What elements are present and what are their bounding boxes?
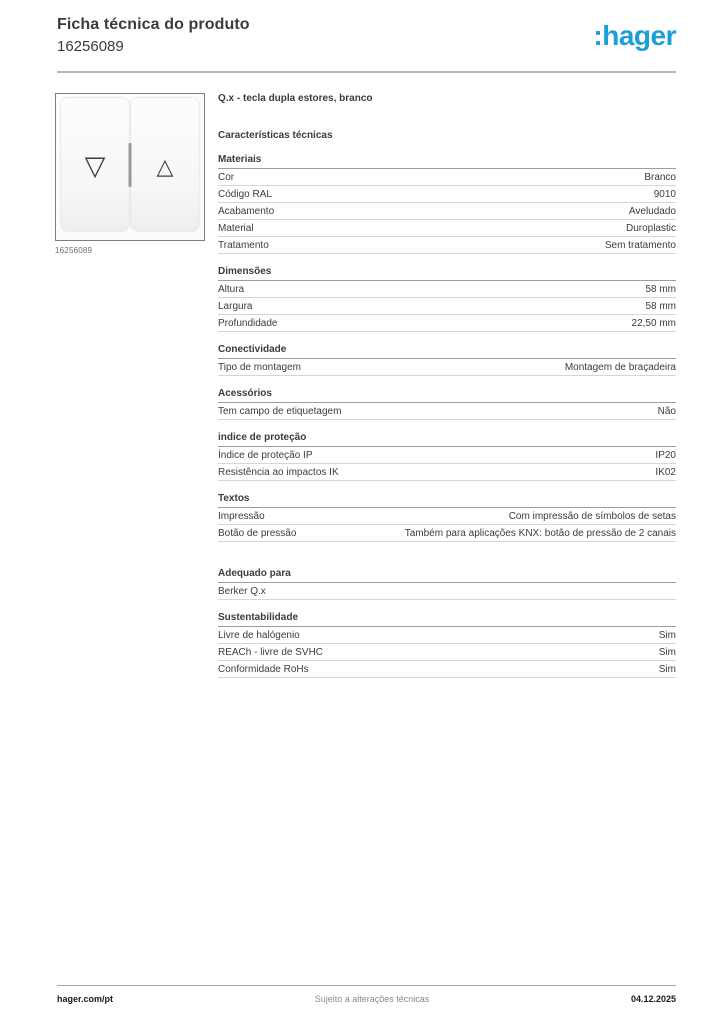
spec-row-value: 58 mm — [645, 301, 676, 312]
spec-row-value: Duroplastic — [625, 223, 676, 234]
spec-section-title: indice de proteção — [218, 432, 676, 447]
spec-row — [218, 203, 676, 220]
spec-column — [218, 93, 676, 678]
spec-row-value: Sim — [658, 647, 676, 658]
spec-row — [218, 661, 676, 678]
spec-row-value: 58 mm — [645, 284, 676, 295]
footer-date: 04.12.2025 — [630, 994, 676, 1004]
spec-heading: Características técnicas — [218, 130, 333, 141]
spec-section — [218, 432, 676, 481]
arrow-down-icon: ▽ — [84, 151, 106, 181]
product-figure — [55, 93, 205, 255]
spec-row-label: Conformidade RoHs — [218, 664, 309, 675]
spec-row-label: Botão de pressão — [218, 528, 297, 539]
spec-row-label: Altura — [218, 284, 245, 295]
spec-row-label: Acabamento — [218, 206, 275, 217]
spec-row — [218, 525, 676, 542]
footer-website: hager.com/pt — [57, 994, 114, 1004]
hager-logo: :hager — [593, 20, 676, 51]
spec-row — [218, 315, 676, 332]
spec-section — [218, 344, 676, 376]
spec-row — [218, 644, 676, 661]
spec-section-title: Textos — [218, 493, 676, 508]
spec-section-title: Adequado para — [218, 568, 676, 583]
product-name: Q.x - tecla dupla estores, branco — [218, 93, 373, 104]
spec-section — [218, 568, 676, 600]
spec-row — [218, 237, 676, 254]
switch-plate — [61, 98, 199, 231]
spec-row — [218, 403, 676, 420]
spec-row-label: Impressão — [218, 511, 265, 522]
spec-row-label: Resistência ao impactos IK — [218, 467, 339, 478]
header-divider — [57, 71, 676, 73]
spec-row-label: Profundidade — [218, 318, 278, 329]
spec-section-title: Materiais — [218, 154, 676, 169]
page-footer — [57, 994, 676, 1004]
spec-row-value: Aveludado — [628, 206, 676, 217]
rocker-down — [61, 98, 129, 231]
spec-row — [218, 281, 676, 298]
spec-section — [218, 388, 676, 420]
spec-row-label: Berker Q.x — [218, 586, 266, 597]
product-image — [55, 93, 205, 241]
spec-row-value: Sim — [658, 664, 676, 675]
spec-row-label: Tipo de montagem — [218, 362, 302, 373]
spec-row-label: Tratamento — [218, 240, 269, 251]
spec-row-value: IP20 — [655, 450, 676, 461]
document-title: Ficha técnica do produto — [57, 16, 250, 33]
spec-section-title: Dimensões — [218, 266, 676, 281]
spec-row — [218, 464, 676, 481]
spec-row-label: Cor — [218, 172, 235, 183]
spec-row-value: Branco — [644, 172, 676, 183]
spec-row-value: Montagem de braçadeira — [564, 362, 676, 373]
rocker-up — [131, 98, 199, 231]
footer-disclaimer: Sujeito a alterações técnicas — [314, 994, 430, 1004]
spec-section — [218, 612, 676, 678]
spec-row-label: Livre de halógenio — [218, 630, 300, 641]
spec-section — [218, 493, 676, 542]
spec-section-title: Conectividade — [218, 344, 676, 359]
spec-row-label: Material — [218, 223, 254, 234]
image-caption: 16256089 — [55, 246, 93, 255]
spec-row-value: Não — [657, 406, 676, 417]
spec-row-value: Com impressão de símbolos de setas — [508, 511, 676, 522]
spec-row — [218, 508, 676, 525]
spec-row-label: Tem campo de etiquetagem — [218, 406, 342, 417]
spec-row-value: Sim — [658, 630, 676, 641]
spec-row-value: IK02 — [655, 467, 676, 478]
spec-row-label: Largura — [218, 301, 253, 312]
arrow-up-icon: △ — [156, 153, 174, 179]
spec-row — [218, 298, 676, 315]
spec-section-title: Acessórios — [218, 388, 676, 403]
spec-section — [218, 154, 676, 254]
spec-row-value: 9010 — [653, 189, 676, 200]
page-header — [57, 16, 676, 55]
rocker-divider — [129, 143, 132, 187]
spec-row-label: REACh - livre de SVHC — [218, 647, 324, 658]
spec-row — [218, 359, 676, 376]
spec-row-label: Índice de proteção IP — [218, 450, 313, 461]
spec-row-value: Também para aplicações KNX: botão de pressão de 2 canais — [404, 528, 676, 539]
spec-row-label: Código RAL — [218, 189, 272, 200]
spec-row — [218, 583, 676, 600]
spec-row — [218, 627, 676, 644]
product-reference: 16256089 — [57, 38, 124, 55]
spec-row-value: Sem tratamento — [604, 240, 676, 251]
spec-row — [218, 169, 676, 186]
spec-row — [218, 447, 676, 464]
spec-row — [218, 220, 676, 237]
footer-divider — [57, 985, 676, 986]
spec-row — [218, 186, 676, 203]
spec-row-value: 22,50 mm — [631, 318, 676, 329]
spec-sections — [218, 154, 676, 678]
spec-section-title: Sustentabilidade — [218, 612, 676, 627]
spec-section — [218, 266, 676, 332]
